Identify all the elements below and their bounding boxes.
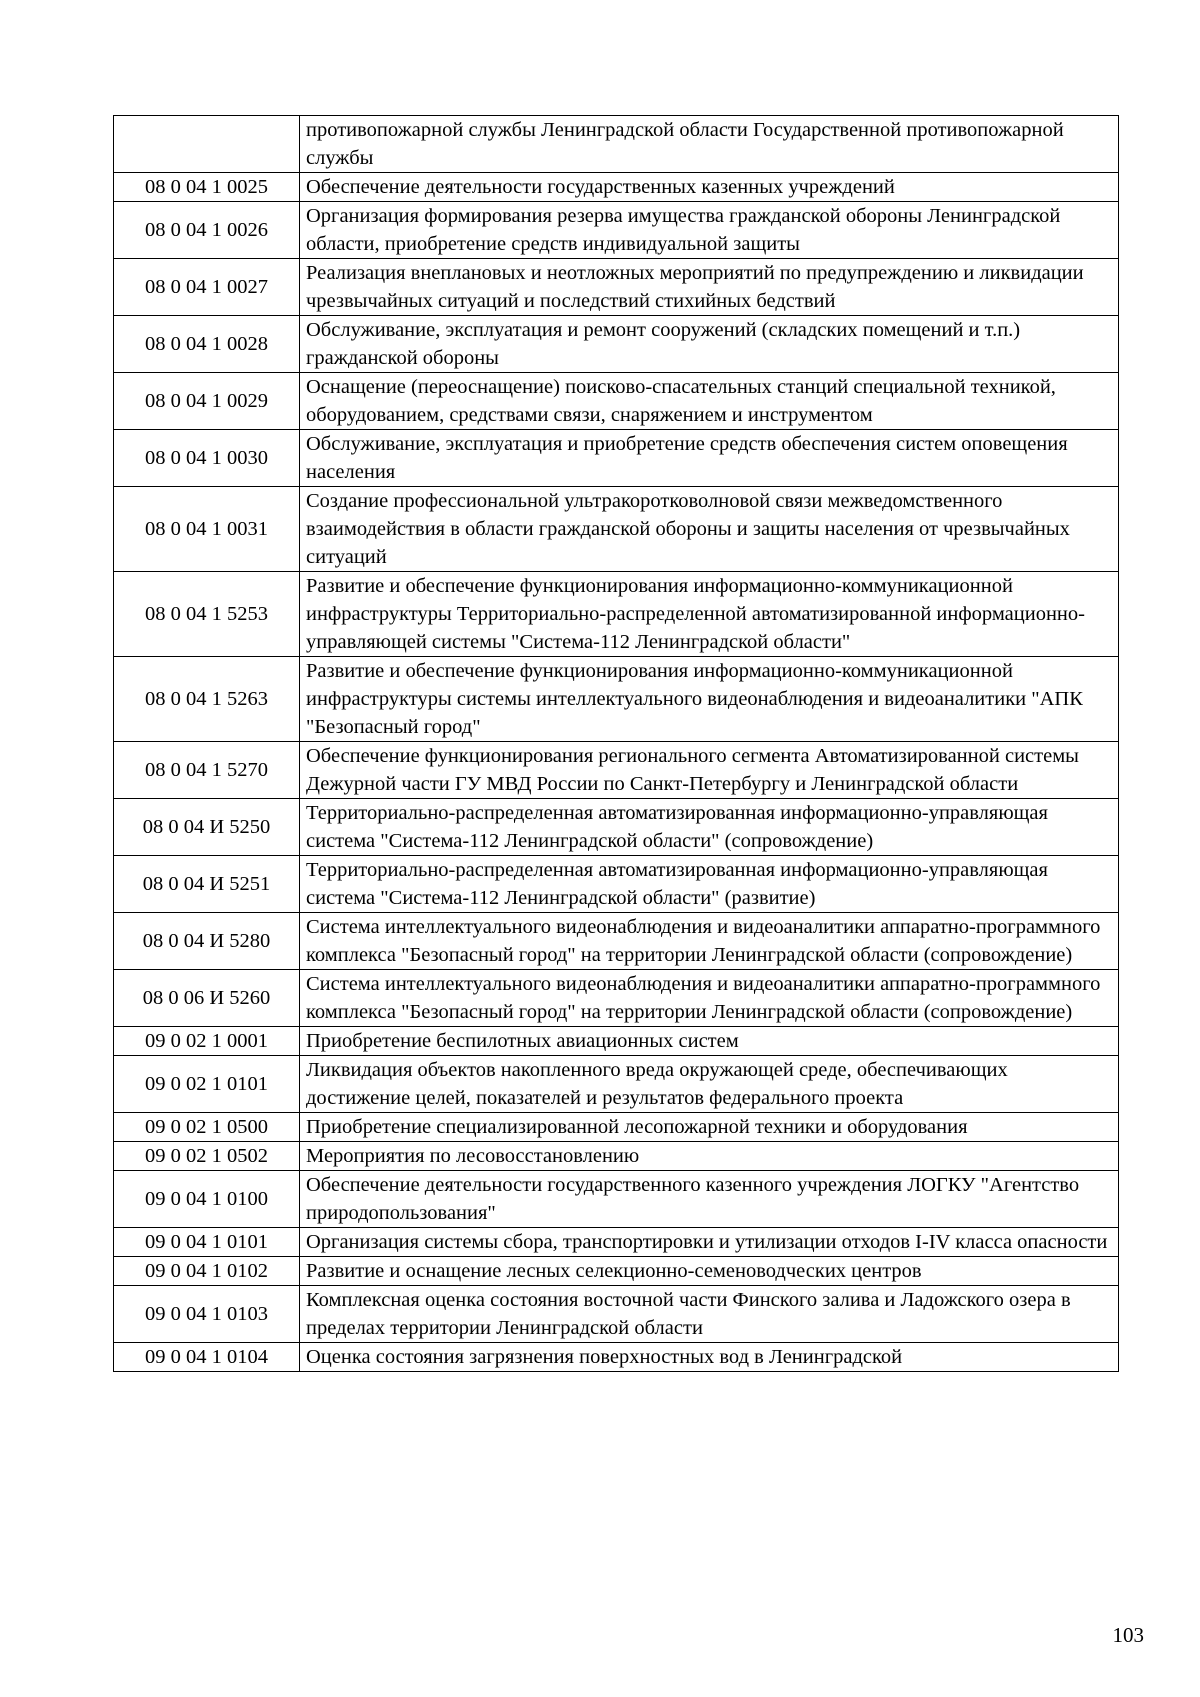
name-cell: Оснащение (переоснащение) поисково-спасательных станций специальной техникой, оборудованием, средствами связи, снаряжением и инструментом <box>300 373 1119 430</box>
table-row <box>114 316 1119 373</box>
code-cell: 08 0 04 1 0031 <box>114 487 300 572</box>
page-number: 103 <box>1112 1623 1144 1647</box>
code-cell: 08 0 04 И 5251 <box>114 856 300 913</box>
code-cell: 08 0 04 1 5270 <box>114 742 300 799</box>
table-row <box>114 1142 1119 1171</box>
name-cell: Система интеллектуального видеонаблюдения и видеоаналитики аппаратно-программного комплекса "Безопасный город" на территории Ленинградской области (сопровождение) <box>300 970 1119 1027</box>
name-cell: Ликвидация объектов накопленного вреда окружающей среде, обеспечивающих достижение целей, показателей и результатов федерального проекта <box>300 1056 1119 1113</box>
name-cell: Приобретение беспилотных авиационных систем <box>300 1027 1119 1056</box>
code-cell: 09 0 04 1 0101 <box>114 1228 300 1257</box>
name-cell: Обеспечение деятельности государственных казенных учреждений <box>300 173 1119 202</box>
table-row <box>114 373 1119 430</box>
code-cell: 09 0 04 1 0100 <box>114 1171 300 1228</box>
table-row <box>114 1228 1119 1257</box>
code-cell: 09 0 02 1 0500 <box>114 1113 300 1142</box>
name-cell: Развитие и оснащение лесных селекционно-семеноводческих центров <box>300 1257 1119 1286</box>
code-cell: 08 0 04 1 5263 <box>114 657 300 742</box>
table-row <box>114 1286 1119 1343</box>
code-cell: 08 0 04 И 5250 <box>114 799 300 856</box>
table-row <box>114 799 1119 856</box>
name-cell: Комплексная оценка состояния восточной части Финского залива и Ладожского озера в пределах территории Ленинградской области <box>300 1286 1119 1343</box>
table-row <box>114 1257 1119 1286</box>
name-cell: Организация системы сбора, транспортировки и утилизации отходов I-IV класса опасности <box>300 1228 1119 1257</box>
name-cell: Организация формирования резерва имущества гражданской обороны Ленинградской области, приобретение средств индивидуальной защиты <box>300 202 1119 259</box>
table-row <box>114 572 1119 657</box>
table-row <box>114 970 1119 1027</box>
budget-code-table <box>113 115 1119 1372</box>
name-cell: Обслуживание, эксплуатация и ремонт сооружений (складских помещений и т.п.) гражданской обороны <box>300 316 1119 373</box>
table-row <box>114 259 1119 316</box>
table-row <box>114 202 1119 259</box>
table-row <box>114 913 1119 970</box>
code-cell: 09 0 04 1 0103 <box>114 1286 300 1343</box>
code-cell: 08 0 04 И 5280 <box>114 913 300 970</box>
code-cell <box>114 116 300 173</box>
code-cell: 09 0 04 1 0104 <box>114 1343 300 1372</box>
code-cell: 08 0 04 1 0030 <box>114 430 300 487</box>
table-row <box>114 1056 1119 1113</box>
table-row <box>114 657 1119 742</box>
table-row <box>114 1113 1119 1142</box>
name-cell: Система интеллектуального видеонаблюдения и видеоаналитики аппаратно-программного комплекса "Безопасный город" на территории Ленинградской области (сопровождение) <box>300 913 1119 970</box>
name-cell: Создание профессиональной ультракоротковолновой связи межведомственного взаимодействия в области гражданской обороны и защиты населения от чрезвычайных ситуаций <box>300 487 1119 572</box>
table-row <box>114 742 1119 799</box>
code-cell: 08 0 04 1 0027 <box>114 259 300 316</box>
name-cell: противопожарной службы Ленинградской области Государственной противопожарной службы <box>300 116 1119 173</box>
name-cell: Развитие и обеспечение функционирования информационно-коммуникационной инфраструктуры Территориально-распределенной автоматизированной информационно-управляющей системы "Система-112 Ленинградской области" <box>300 572 1119 657</box>
name-cell: Территориально-распределенная автоматизированная информационно-управляющая система "Система-112 Ленинградской области" (развитие) <box>300 856 1119 913</box>
name-cell: Приобретение специализированной лесопожарной техники и оборудования <box>300 1113 1119 1142</box>
name-cell: Мероприятия по лесовосстановлению <box>300 1142 1119 1171</box>
code-cell: 08 0 04 1 0025 <box>114 173 300 202</box>
table-row <box>114 173 1119 202</box>
table-row <box>114 430 1119 487</box>
code-cell: 08 0 06 И 5260 <box>114 970 300 1027</box>
table-row <box>114 116 1119 173</box>
code-cell: 09 0 02 1 0001 <box>114 1027 300 1056</box>
code-cell: 08 0 04 1 0029 <box>114 373 300 430</box>
code-cell: 08 0 04 1 5253 <box>114 572 300 657</box>
name-cell: Обслуживание, эксплуатация и приобретение средств обеспечения систем оповещения населения <box>300 430 1119 487</box>
name-cell: Обеспечение деятельности государственного казенного учреждения ЛОГКУ "Агентство природопользования" <box>300 1171 1119 1228</box>
table-row <box>114 856 1119 913</box>
code-cell: 08 0 04 1 0026 <box>114 202 300 259</box>
code-cell: 09 0 02 1 0101 <box>114 1056 300 1113</box>
name-cell: Территориально-распределенная автоматизированная информационно-управляющая система "Система-112 Ленинградской области" (сопровождение) <box>300 799 1119 856</box>
name-cell: Оценка состояния загрязнения поверхностных вод в Ленинградской <box>300 1343 1119 1372</box>
code-cell: 09 0 04 1 0102 <box>114 1257 300 1286</box>
table-row <box>114 1343 1119 1372</box>
table-row <box>114 1027 1119 1056</box>
name-cell: Реализация внеплановых и неотложных мероприятий по предупреждению и ликвидации чрезвычайных ситуаций и последствий стихийных бедствий <box>300 259 1119 316</box>
name-cell: Развитие и обеспечение функционирования информационно-коммуникационной инфраструктуры системы интеллектуального видеонаблюдения и видеоаналитики "АПК "Безопасный город" <box>300 657 1119 742</box>
table-row <box>114 1171 1119 1228</box>
table-row <box>114 487 1119 572</box>
code-cell: 09 0 02 1 0502 <box>114 1142 300 1171</box>
code-cell: 08 0 04 1 0028 <box>114 316 300 373</box>
name-cell: Обеспечение функционирования регионального сегмента Автоматизированной системы Дежурной части ГУ МВД России по Санкт-Петербургу и Ленинградской области <box>300 742 1119 799</box>
